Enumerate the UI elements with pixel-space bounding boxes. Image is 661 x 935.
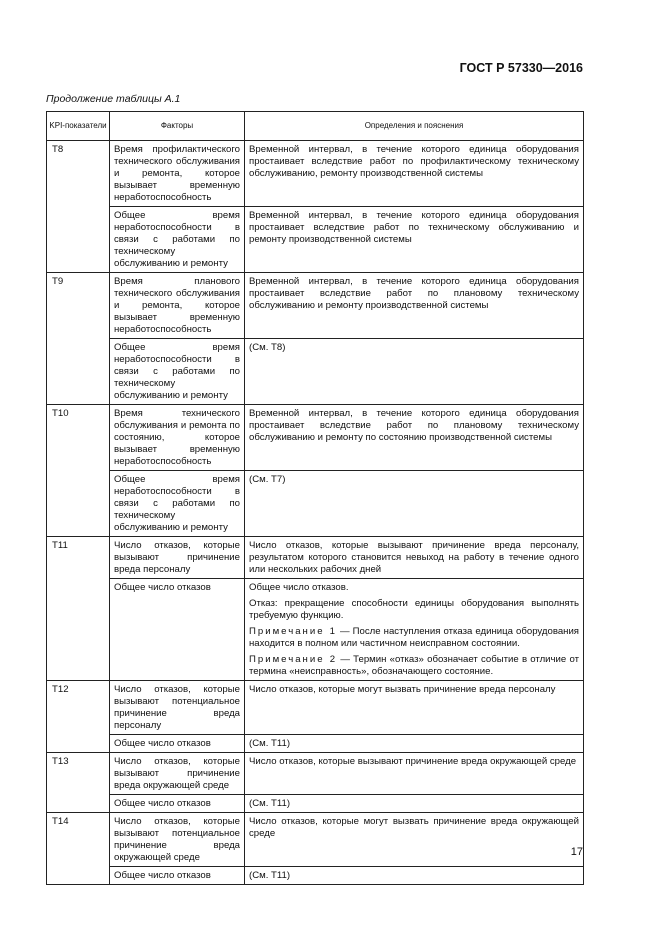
definition-cell: [245, 207, 584, 273]
kpi-id-cell: T9: [47, 273, 110, 405]
table-row: [47, 537, 584, 579]
kpi-id-cell: T12: [47, 681, 110, 753]
factor-cell: Число отказов, которые вызывают причинение вреда персоналу: [110, 537, 245, 579]
table-row: [47, 681, 584, 735]
table-row: [47, 405, 584, 471]
kpi-id-cell: T10: [47, 405, 110, 537]
definition-cell: [245, 273, 584, 339]
kpi-table: [46, 111, 584, 885]
definition-text: Отказ: прекращение способности единицы оборудования выполнять требуемую функцию.: [249, 598, 579, 621]
definition-text: (См. Т7): [249, 474, 286, 485]
definition-text: Временной интервал, в течение которого единица оборудования простаивает вследствие работ по плановому техническому обслуживанию и ремонту производственной системы: [249, 276, 579, 311]
definition-text: (См. Т11): [249, 798, 291, 809]
table-row: [47, 795, 584, 813]
table-row: [47, 735, 584, 753]
factor-cell: Число отказов, которые вызывают причинение вреда окружающей среде: [110, 753, 245, 795]
definition-text: (См. Т11): [249, 738, 291, 749]
table-row: [47, 579, 584, 681]
note-text: — После наступления отказа единица оборудования находится в полном или частичном неисправном состоянии.: [249, 626, 580, 649]
table-row: [47, 471, 584, 537]
definition-cell: [245, 753, 584, 795]
table-row: [47, 867, 584, 885]
definition-cell: [245, 405, 584, 471]
kpi-id-cell: T11: [47, 537, 110, 681]
factor-cell: Общее время неработоспособности в связи с работами по техническому обслуживанию и ремонту: [110, 471, 245, 537]
factor-cell: Общее число отказов: [110, 795, 245, 813]
table-caption: Продолжение таблицы А.1: [46, 93, 181, 105]
column-header-kpi: KPI-показатели: [47, 112, 110, 141]
page-number: 17: [570, 846, 583, 858]
factor-cell: Время планового технического обслуживания и ремонта, которое вызывает временную неработоспособность: [110, 273, 245, 339]
kpi-id-cell: T8: [47, 141, 110, 273]
definition-text: Временной интервал, в течение которого единица оборудования простаивает вследствие работ по техническому обслуживанию и ремонту производственной системы: [249, 210, 579, 245]
note-label: Примечание 2: [249, 654, 338, 665]
definition-text: Общее число отказов.: [249, 582, 349, 593]
factor-cell: Общее время неработоспособности в связи с работами по техническому обслуживанию и ремонту: [110, 207, 245, 273]
column-header-definitions: Определения и пояснения: [245, 112, 584, 141]
definition-cell: [245, 795, 584, 813]
column-header-factors: Факторы: [110, 112, 245, 141]
kpi-id-cell: T13: [47, 753, 110, 813]
definition-cell: [245, 867, 584, 885]
definition-text: (См. Т11): [249, 870, 291, 881]
note-paragraph: [249, 626, 579, 650]
table-row: [47, 141, 584, 207]
table-row: [47, 813, 584, 867]
factor-cell: Число отказов, которые вызывают потенциальное причинение вреда окружающей среде: [110, 813, 245, 867]
definition-cell: [245, 735, 584, 753]
definition-cell: [245, 141, 584, 207]
table-row: [47, 273, 584, 339]
table-row: [47, 207, 584, 273]
note-paragraph: [249, 654, 579, 678]
definition-cell: [245, 579, 584, 681]
factor-cell: Общее число отказов: [110, 735, 245, 753]
factor-cell: Общее время неработоспособности в связи с работами по техническому обслуживанию и ремонту: [110, 339, 245, 405]
definition-text: Временной интервал, в течение которого единица оборудования простаивает вследствие работ по плановому техническому обслуживанию и ремонту по состоянию производственной системы: [249, 408, 579, 443]
definition-text: Число отказов, которые вызывают причинение вреда персоналу, результатом которого становится невыход на работу в течение одного или нескольких рабочих дней: [249, 540, 579, 575]
table-row: [47, 753, 584, 795]
definition-cell: [245, 471, 584, 537]
factor-cell: Общее число отказов: [110, 867, 245, 885]
definition-text: Временной интервал, в течение которого единица оборудования простаивает вследствие работ по профилактическому техническому обслуживанию, ремонту производственной системы: [249, 144, 579, 179]
factor-cell: Время технического обслуживания и ремонта по состоянию, которое вызывает временную неработоспособность: [110, 405, 245, 471]
table-body: [47, 141, 584, 885]
definition-cell: [245, 537, 584, 579]
factor-cell: Время профилактического технического обслуживания и ремонта, которое вызывает временную неработоспособность: [110, 141, 245, 207]
factor-cell: Общее число отказов: [110, 579, 245, 681]
definition-cell: [245, 339, 584, 405]
factor-cell: Число отказов, которые вызывают потенциальное причинение вреда персоналу: [110, 681, 245, 735]
definition-text: Число отказов, которые могут вызвать причинение вреда персоналу: [249, 684, 556, 695]
document-code: ГОСТ Р 57330—2016: [459, 61, 583, 75]
kpi-id-cell: T14: [47, 813, 110, 885]
definition-text: Число отказов, которые вызывают причинение вреда окружающей среде: [249, 756, 577, 767]
note-text: — Термин «отказ» обозначает событие в отличие от термина «неисправность», обозначающего состояние.: [249, 654, 579, 677]
definition-cell: [245, 681, 584, 735]
definition-cell: [245, 813, 584, 867]
definition-text: (См. Т8): [249, 342, 286, 353]
note-label: Примечание 1: [249, 626, 337, 637]
table-header-row: [47, 112, 584, 141]
definition-text: Число отказов, которые могут вызвать причинение вреда окружающей среде: [249, 816, 579, 839]
table-row: [47, 339, 584, 405]
